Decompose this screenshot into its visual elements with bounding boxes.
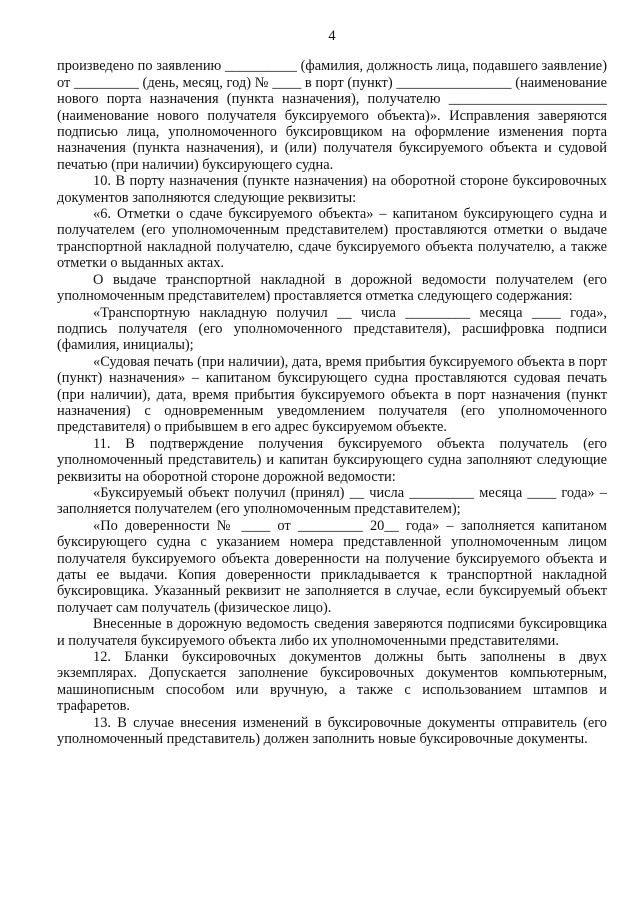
paragraph-continuation: произведено по заявлению __________ (фамилия, должность лица, подавшего заявление) от _________ (день, месяц, год) № ____ в порт (пункт) ________________ (наименование нового порта назначения (пункта назначения), получателю ______________________ (наименование нового получателя буксируемого объекта)». Исправления заверяются подписью лица, уполномоченного буксировщиком на оформление изменения порта назначения (пункта назначения), и (или) получателя буксируемого объекта и судовой печатью (при наличии) буксирующего судна. (57, 58, 607, 173)
paragraph-object-received: «Буксируемый объект получил (принял) __ числа _________ месяца ____ года» – заполняется получателем (его уполномоченным представителем); (57, 484, 607, 518)
paragraph-item-11: 11. В подтверждение получения буксируемого объекта получатель (его уполномоченный представитель) и капитан буксирующего судна заполняют следующие реквизиты на оборотной стороне дорожной ведомости: (57, 435, 607, 485)
paragraph-item-12: 12. Бланки буксировочных документов должны быть заполнены в двух экземплярах. Допускается заполнение буксировочных документов компьютерным, машинописным способом или вручную, а также с использованием штампов и трафаретов. (57, 649, 607, 715)
paragraph-power-of-attorney: «По доверенности № ____ от _________ 20__ года» – заполняется капитаном буксирующего судна с указанием номера представленной уполномоченным лицом получателя буксируемого объекта доверенности на получение буксируемого объекта и даты ее выдачи. Копия доверенности прикладывается к транспортной накладной буксировщика. Указанный реквизит не заполняется в случае, если буксируемый объект получает сам получатель (физическое лицо). (57, 517, 607, 616)
paragraph-delivery-marks: «6. Отметки о сдаче буксируемого объекта» – капитаном буксирующего судна и получателем (его уполномоченным представителем) проставляются отметки о выдаче транспортной накладной получателю, сдаче буксируемого объекта получателю, а также отметки о выданных актах. (57, 206, 607, 272)
paragraph-item-10: 10. В порту назначения (пункте назначения) на оборотной стороне буксировочных документов заполняются следующие реквизиты: (57, 173, 607, 206)
paragraph-ship-stamp: «Судовая печать (при наличии), дата, время прибытия буксируемого объекта в порт (пункт) назначения» – капитаном буксирующего судна проставляются судовая печать (при наличии), дата, время прибытия буксируемого объекта в порт назначения (пункт назначения) с одновременным уведомлением получателя (его уполномоченного представителя) о прибывшем в его адрес буксируемом объекте. (57, 353, 607, 436)
paragraph-item-13: 13. В случае внесения изменений в буксировочные документы отправитель (его уполномоченный представитель) должен заполнить новые буксировочные документы. (57, 714, 607, 748)
paragraph-waybill-issue: О выдаче транспортной накладной в дорожной ведомости получателем (его уполномоченным представителем) проставляется отметка следующего содержания: (57, 271, 607, 305)
page-number: 4 (328, 28, 336, 44)
document-page (57, 28, 607, 747)
paragraph-waybill-received: «Транспортную накладную получил __ числа _________ месяца ____ года», подпись получателя (его уполномоченного представителя), расшифровка подписи (фамилия, инициалы); (57, 304, 607, 354)
paragraph-signatures: Внесенные в дорожную ведомость сведения заверяются подписями буксировщика и получателя буксируемого объекта либо их уполномоченными представителями. (57, 616, 607, 649)
